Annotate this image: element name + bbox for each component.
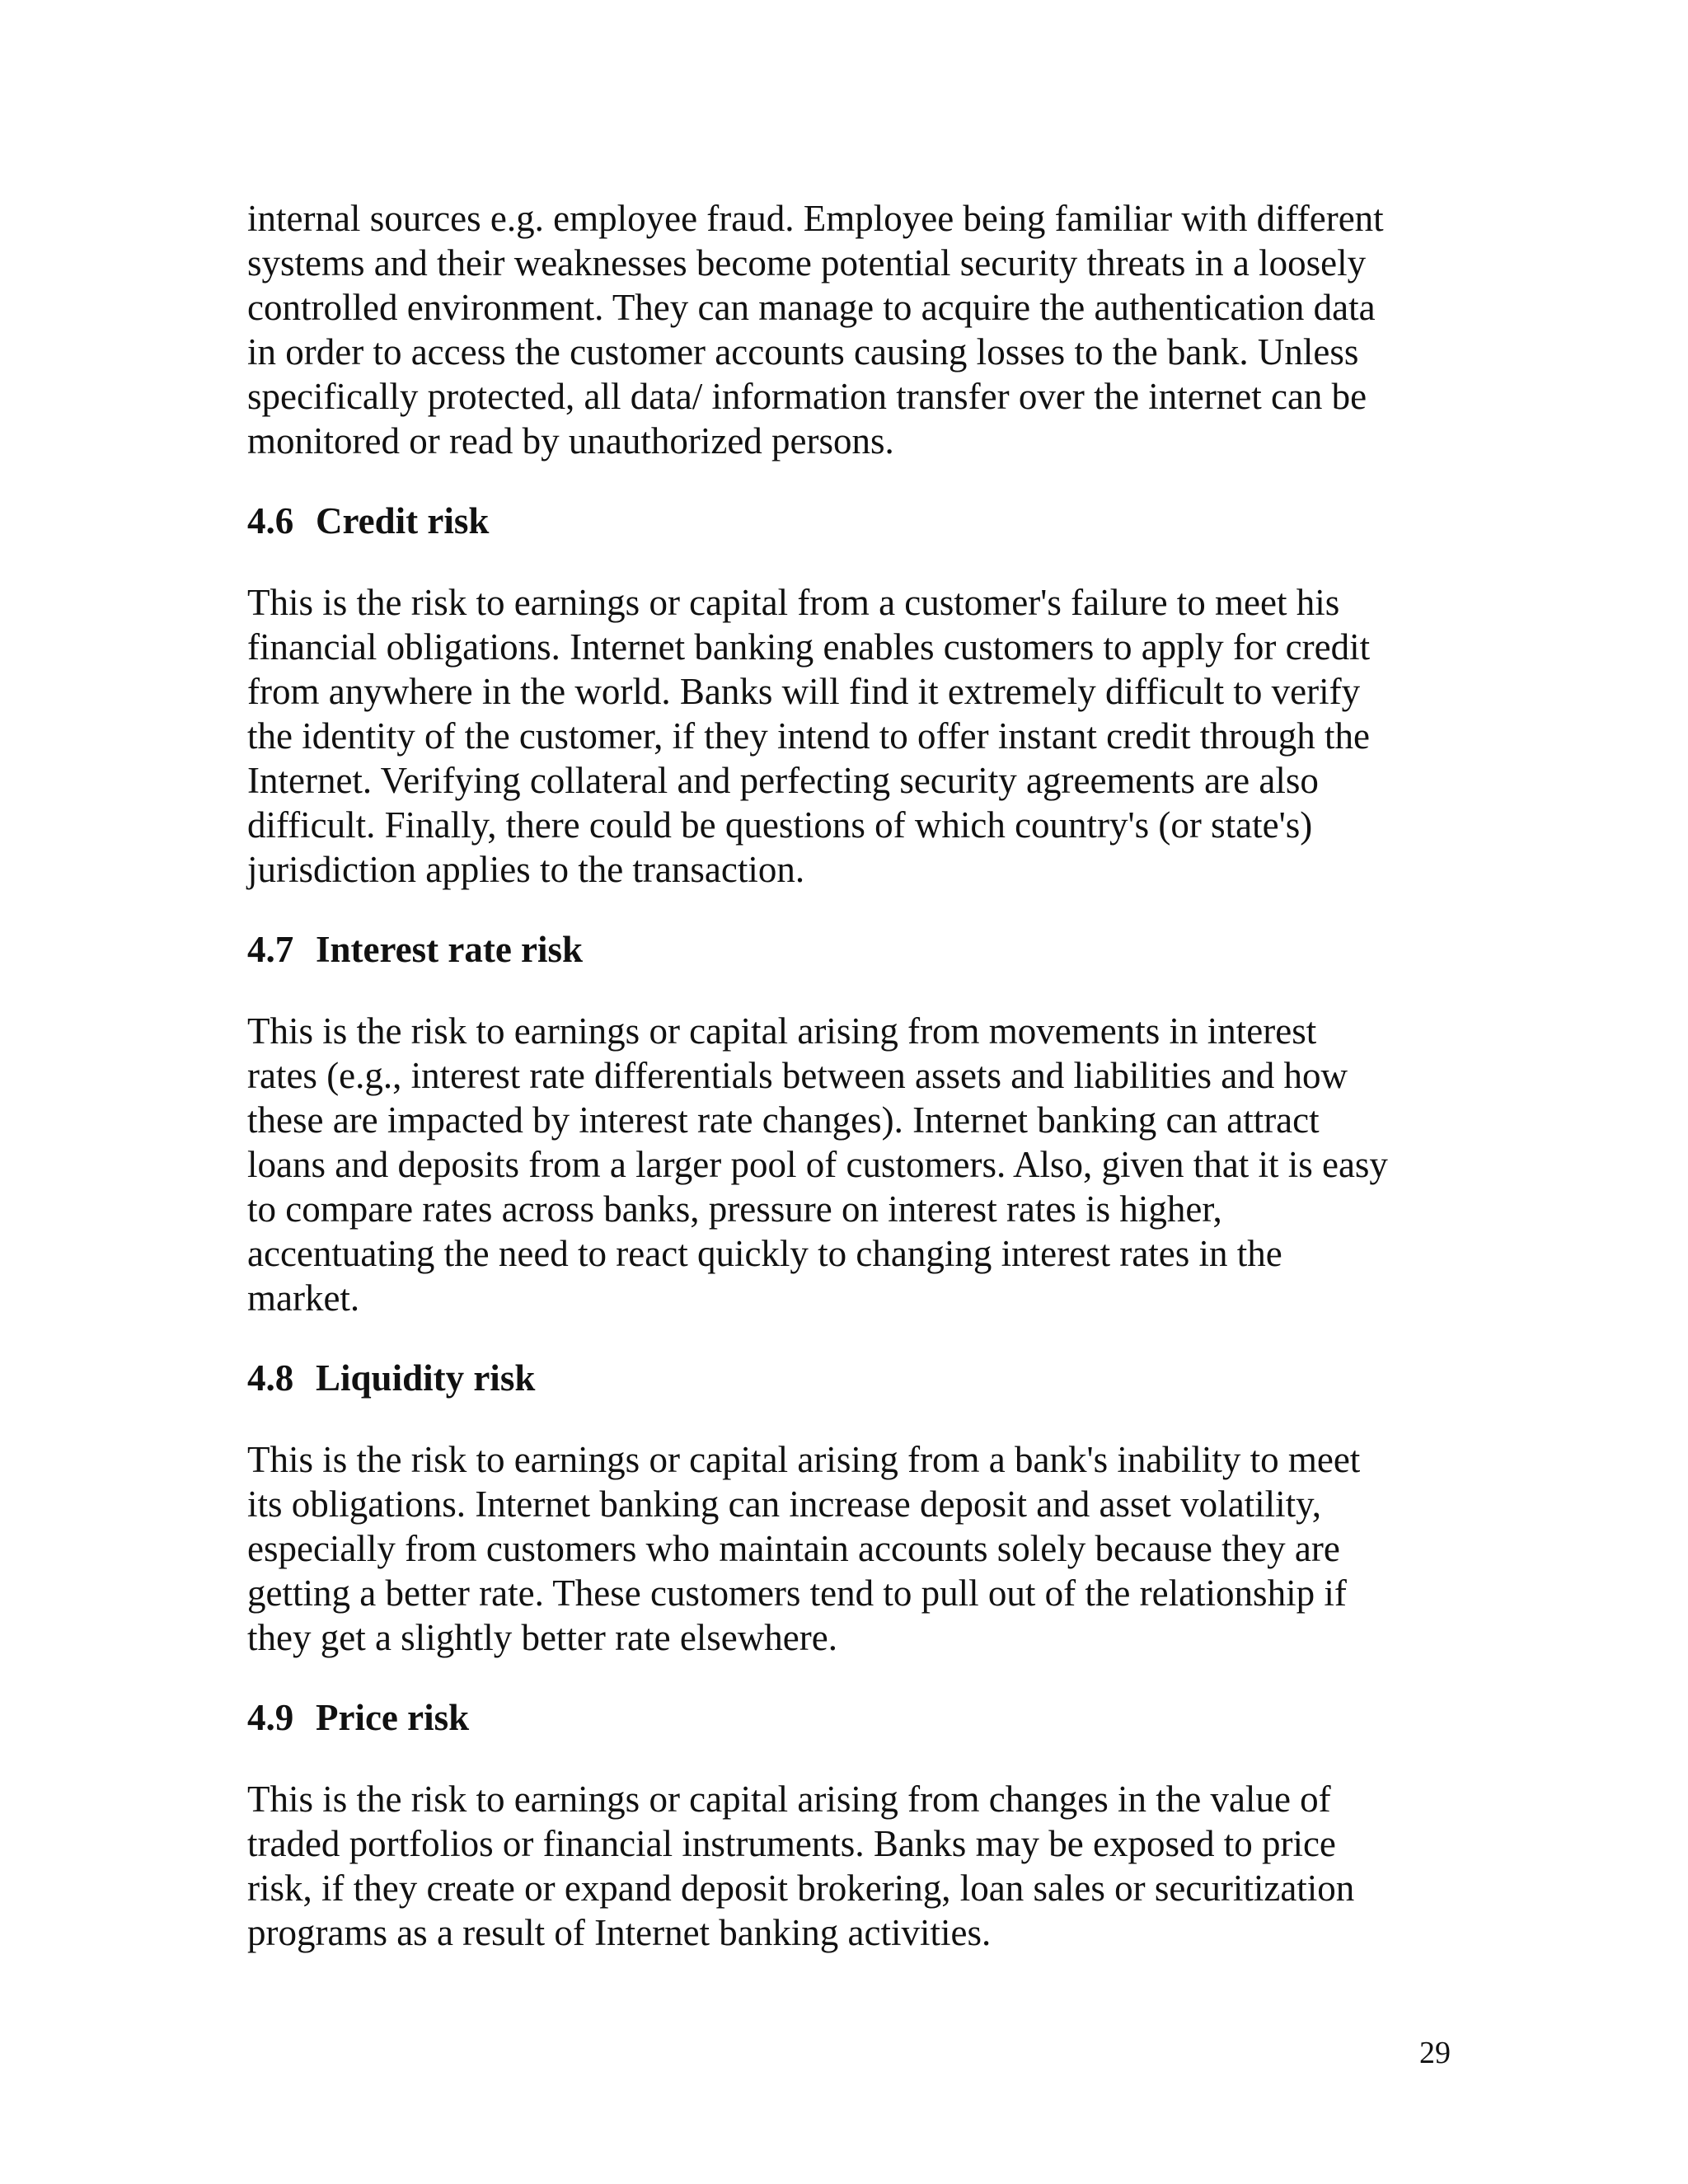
text-line: its obligations. Internet banking can increase deposit and asset volatility, — [247, 1483, 1322, 1525]
text-line: This is the risk to earnings or capital arising from a bank's inability to meet — [247, 1439, 1361, 1480]
section-body-credit-risk — [247, 580, 1451, 892]
text-line: from anywhere in the world. Banks will find it extremely difficult to verify — [247, 671, 1361, 712]
section-heading-credit-risk — [247, 499, 1451, 543]
text-line: programs as a result of Internet banking activities. — [247, 1912, 992, 1953]
text-line: systems and their weaknesses become potential security threats in a loosely — [247, 242, 1367, 284]
text-line: they get a slightly better rate elsewhere. — [247, 1617, 837, 1658]
text-line: especially from customers who maintain accounts solely because they are — [247, 1528, 1340, 1569]
text-line: difficult. Finally, there could be questions of which country's (or state's) — [247, 804, 1313, 846]
text-line: financial obligations. Internet banking enables customers to apply for credit — [247, 626, 1371, 668]
text-line: Internet. Verifying collateral and perfecting security agreements are also — [247, 760, 1319, 801]
section-title: Interest rate risk — [316, 929, 584, 970]
text-line: This is the risk to earnings or capital arising from changes in the value of — [247, 1779, 1331, 1820]
text-line: to compare rates across banks, pressure on interest rates is higher, — [247, 1188, 1222, 1230]
text-line: loans and deposits from a larger pool of customers. Also, given that it is easy — [247, 1144, 1388, 1185]
text-line: market. — [247, 1277, 360, 1319]
text-line: This is the risk to earnings or capital from a customer's failure to meet his — [247, 582, 1340, 623]
section-body-liquidity-risk — [247, 1437, 1451, 1660]
section-title: Credit risk — [316, 500, 490, 541]
text-line: getting a better rate. These customers tend to pull out of the relationship if — [247, 1572, 1347, 1614]
section-title: Price risk — [316, 1697, 470, 1738]
section-number: 4.6 — [247, 500, 294, 541]
text-line: the identity of the customer, if they intend to offer instant credit through the — [247, 715, 1371, 757]
text-line: internal sources e.g. employee fraud. Employee being familiar with different — [247, 198, 1384, 239]
section-heading-liquidity-risk — [247, 1356, 1451, 1400]
section-heading-interest-rate-risk — [247, 927, 1451, 972]
text-line: traded portfolios or financial instruments. Banks may be exposed to price — [247, 1823, 1336, 1864]
text-line: monitored or read by unauthorized persons. — [247, 420, 894, 462]
text-line: these are impacted by interest rate changes). Internet banking can attract — [247, 1099, 1320, 1141]
section-body-price-risk — [247, 1777, 1451, 1955]
text-line: accentuating the need to react quickly to changing interest rates in the — [247, 1233, 1282, 1274]
document-page — [247, 196, 1451, 1955]
section-title: Liquidity risk — [316, 1357, 536, 1399]
text-line: This is the risk to earnings or capital arising from movements in interest — [247, 1010, 1317, 1052]
intro-paragraph — [247, 196, 1451, 463]
section-number: 4.8 — [247, 1357, 294, 1399]
text-line: controlled environment. They can manage to acquire the authentication data — [247, 287, 1376, 328]
text-line: jurisdiction applies to the transaction. — [247, 849, 805, 890]
text-line: risk, if they create or expand deposit brokering, loan sales or securitization — [247, 1868, 1355, 1909]
text-line: in order to access the customer accounts causing losses to the bank. Unless — [247, 331, 1359, 373]
page-number: 29 — [1419, 2036, 1451, 2070]
section-body-interest-rate-risk — [247, 1009, 1451, 1320]
section-heading-price-risk — [247, 1695, 1451, 1740]
text-line: rates (e.g., interest rate differentials between assets and liabilities and how — [247, 1055, 1348, 1096]
text-line: specifically protected, all data/ information transfer over the internet can be — [247, 376, 1367, 417]
section-number: 4.9 — [247, 1697, 294, 1738]
section-number: 4.7 — [247, 929, 294, 970]
